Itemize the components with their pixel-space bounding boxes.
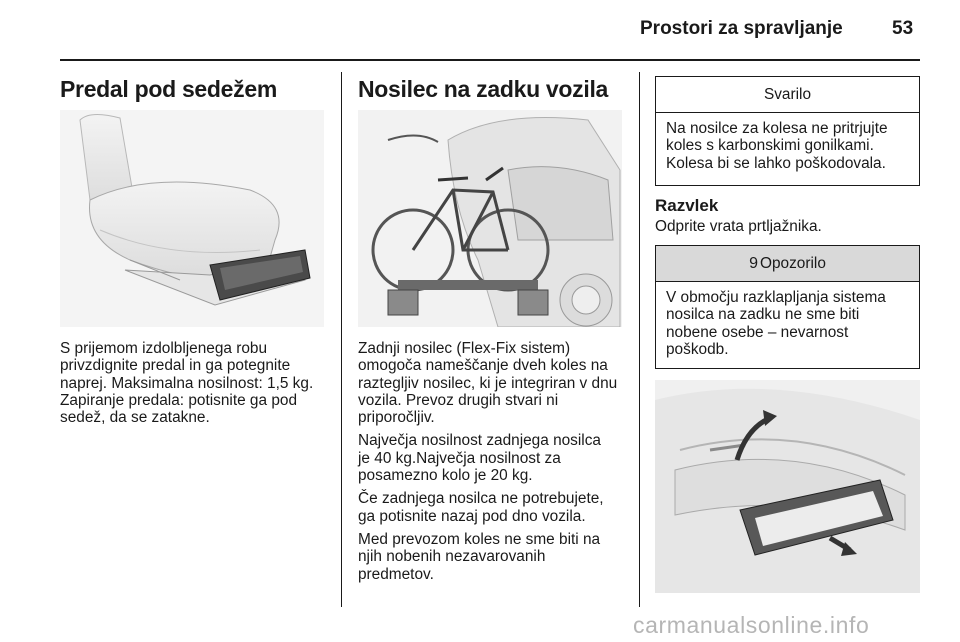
header-divider — [60, 59, 920, 61]
notice-body: Na nosilce za kolesa ne pritrjujte koles s karbonskimi gonilkami. Kolesa bi se lahko poškodovala. — [666, 120, 888, 172]
unfold-instruction: Odprite vrata prtljažnika. — [655, 218, 822, 235]
warning-body: V območju razklapljanja sistema nosilca na zadku ne sme biti nobene osebe – nevarnost poškodb. — [666, 289, 886, 358]
watermark: carmanualsonline.info — [633, 612, 870, 638]
subheading-unfold: Razvlek — [655, 196, 719, 215]
running-header-title: Prostori za spravljanje — [640, 18, 843, 39]
rear-carrier-text-block — [358, 340, 617, 589]
section-heading-seat-drawer: Predal pod sedežem — [60, 76, 278, 102]
notice-title: Svarilo — [656, 77, 919, 113]
rear-carrier-paragraph: Zadnji nosilec (Flex-Fix sistem) omogoča nameščanje dveh koles na raztegljiv nosilec, ki je integriran v dnu vozila. Prevoz drugih stvari ni priporočljiv. — [358, 340, 618, 427]
column-divider-1 — [341, 72, 342, 607]
notice-box — [655, 76, 920, 186]
warning-box — [655, 245, 920, 369]
warning-header — [656, 246, 919, 282]
page-number: 53 — [892, 18, 914, 39]
warning-icon: 9 — [749, 254, 759, 272]
carrier-unfold-illustration — [655, 380, 920, 593]
rear-carrier-paragraph: Med prevozom koles ne sme biti na njih nobenih nezavarovanih predmetov. — [358, 530, 601, 583]
seat-drawer-paragraph — [60, 340, 313, 432]
warning-title: Opozorilo — [760, 254, 826, 272]
seat-drawer-illustration — [60, 110, 324, 327]
rear-bike-carrier-illustration — [358, 110, 622, 327]
section-heading-rear-carrier: Nosilec na zadku vozila — [358, 76, 609, 102]
rear-carrier-paragraph: Če zadnjega nosilca ne potrebujete, ga potisnite nazaj pod dno vozila. — [358, 490, 604, 525]
rear-carrier-paragraph: Največja nosilnost zadnjega nosilca je 40 kg.Največja nosilnost za posamezno kolo je 20 kg. — [358, 432, 601, 485]
column-divider-2 — [639, 72, 640, 607]
seat-drawer-text: S prijemom izdolbljenega robu privzdignite predal in ga potegnite naprej. Maksimalna nosilnost: 1,5 kg. Zapiranje predala: potisnite ga pod sedež, da se zatakne. — [60, 340, 314, 427]
